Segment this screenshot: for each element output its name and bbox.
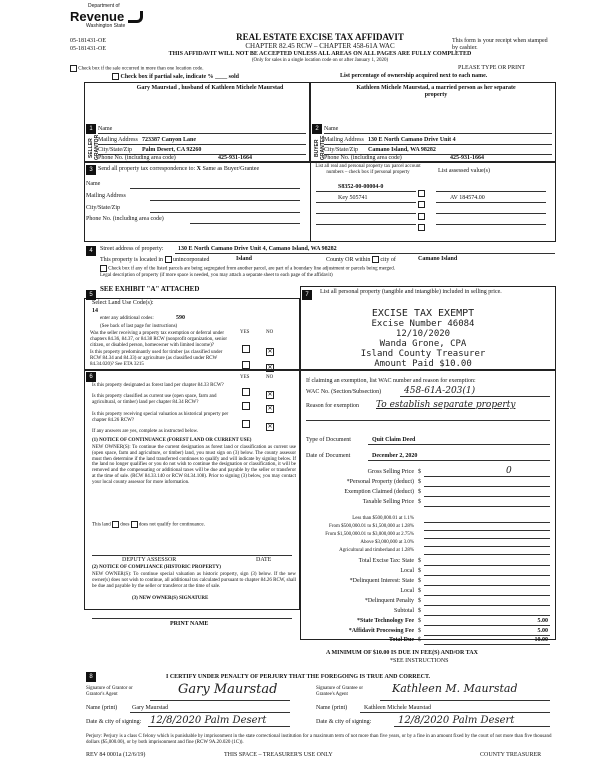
excise-stamp: EXCISE TAX EXEMPT Excise Number 46084 12/10/2020 Wanda Grone, CPA Island County Treasurer Amount Paid $10.00 xyxy=(360,308,486,369)
grantor-name-label: Name (print) xyxy=(86,705,118,711)
grantor-date: 12/8/2020 Palm Desert xyxy=(150,715,267,726)
form-chapter: CHAPTER 82.45 RCW – CHAPTER 458-61A WAC xyxy=(245,42,395,50)
subtotal-label: Subtotal xyxy=(393,608,414,614)
agency-top: Department of xyxy=(88,3,120,9)
seller-name: Gary Maurstad , husband of Kathleen Michele Maurstad xyxy=(136,85,284,91)
assessed-header: List assessed value(s) xyxy=(438,168,490,174)
land-qualify: This land does does not qualify for continuance. xyxy=(92,522,205,528)
buyer-name-label: Name xyxy=(324,126,339,132)
city-name: Camano Island xyxy=(418,256,458,262)
currency-10: $ xyxy=(418,608,421,614)
see-instructions: *SEE INSTRUCTIONS xyxy=(390,658,449,664)
buyer-name: Kathleen Michele Maurstad, a married person as her separate property xyxy=(356,85,516,98)
grantor-name: Gary Maurstad xyxy=(132,705,169,711)
reason-value: To establish separate property xyxy=(376,400,516,410)
code-1: 05-181431-OE xyxy=(70,38,106,44)
form-warning: THIS AFFIDAVIT WILL NOT BE ACCEPTED UNLESS ALL AREAS ON ALL PAGES ARE FULLY COMPLETED xyxy=(168,51,472,57)
total-due: 10.00 xyxy=(534,637,548,643)
currency-6: $ xyxy=(418,568,421,574)
grantor-sig-label: Signature of Grantor or Grantor's Agent xyxy=(86,686,133,697)
correspondence-label: Send all property tax correspondence to: X Same as Buyer/Grantee xyxy=(98,166,260,172)
personal-label: *Personal Property (deduct) xyxy=(346,479,414,485)
agency-state: Washington State xyxy=(86,23,126,29)
buyer-city-label: City/State/Zip xyxy=(324,147,358,153)
section-4-number: 4 xyxy=(86,246,96,256)
street-address: 130 E North Camano Drive Unit 4, Camano Island, WA 98282 xyxy=(178,246,337,252)
reason-label: Reason for exemption xyxy=(306,403,359,409)
form-title: REAL ESTATE EXCISE TAX AFFIDAVIT xyxy=(236,32,404,42)
doc-type-label: Type of Document xyxy=(306,437,351,443)
currency-7: $ xyxy=(418,578,421,584)
s5-q2-no[interactable]: ✕ xyxy=(267,365,273,371)
seller-mailing-label: Mailing Address xyxy=(98,137,138,143)
print-name-label: PRINT NAME xyxy=(170,621,209,627)
grantor-signature: Gary Maurstad xyxy=(178,682,278,697)
street-label: Street address of property: xyxy=(100,246,164,252)
deputy-label: DEPUTY ASSESSOR xyxy=(122,557,177,563)
minimum-note: A MINIMUM OF $10.00 IS DUE IN FEE(S) AND/OR TAX xyxy=(326,650,478,656)
segregated-check[interactable]: Check box if any of the listed parcels are being segregated from another parcel, are part of a boundary line adjustment or parcels being merged. xyxy=(100,265,395,272)
delinq-state-label: *Delinquent Interest: State xyxy=(349,578,414,584)
grantee-name-label: Name (print) xyxy=(316,705,348,711)
seller-city-label: City/State/Zip xyxy=(98,147,132,153)
s6-q3-yes[interactable] xyxy=(242,415,250,433)
historic-title: (2) NOTICE OF COMPLIANCE (HISTORIC PROPERTY) xyxy=(92,565,221,570)
located-label: This property is located in unincorporated xyxy=(100,256,210,263)
buyer-side-label: BUYER GRANTEE xyxy=(314,135,326,160)
currency-1: $ xyxy=(418,469,421,475)
new-owner-sig: (3) NEW OWNER(S) SIGNATURE xyxy=(132,596,209,601)
currency-9: $ xyxy=(418,598,421,604)
tech-fee-label: *State Technology Fee xyxy=(357,618,414,624)
grantee-date: 12/8/2020 Palm Desert xyxy=(398,715,515,726)
section-2-number: 2 xyxy=(312,124,322,134)
buyer-mailing: 130 E North Camano Drive Unit 4 xyxy=(368,137,456,143)
buyer-phone: 425-931-1664 xyxy=(450,155,484,161)
parcel-2: Key 505741 xyxy=(338,195,368,201)
sec3-mailing-label: Mailing Address xyxy=(86,193,126,199)
s6-q3-no[interactable]: ✕ xyxy=(267,424,273,430)
total-due-label: Total Due xyxy=(389,637,414,643)
sec3-phone-label: Phone No. (including area code) xyxy=(86,216,164,222)
treasurer-space: THIS SPACE – TREASURER'S USE ONLY xyxy=(224,752,333,758)
local-label: Local xyxy=(400,568,414,574)
sec3-city-label: City/State/Zip xyxy=(86,205,120,211)
exemption-label: Exemption Claimed (deduct) xyxy=(344,489,414,495)
s6-no: NO xyxy=(266,375,274,380)
partial-sale-check[interactable]: Check box if partial sale, indicate % ____ sold xyxy=(112,73,239,81)
buyer-phone-label: Phone No. (including area code) xyxy=(324,155,402,161)
exemption-claim: If claiming an exemption, list WAC number and reason for exemption: xyxy=(306,378,476,384)
agency-logo: Revenue xyxy=(70,9,125,24)
proc-fee: 5.00 xyxy=(537,628,548,634)
bracket-5: Agricultural and timberland at 1.28% xyxy=(339,548,414,553)
buyer-city: Camano Island, WA 98282 xyxy=(368,147,436,153)
bracket-4: Above $3,000,000 at 3.0% xyxy=(360,540,414,545)
currency-12: $ xyxy=(418,628,421,634)
land-use-label: Select Land Use Code(s): xyxy=(92,300,154,306)
section-6-number: 6 xyxy=(86,372,96,382)
wac-value: 458-61A-203(1) xyxy=(404,386,476,396)
assessed-value: AV 184574.00 xyxy=(450,195,485,201)
section-5-number: 5 xyxy=(86,290,96,300)
doc-date: December 2, 2020 xyxy=(372,453,418,459)
currency-3: $ xyxy=(418,489,421,495)
seller-phone: 425-931-1664 xyxy=(218,155,252,161)
s5-q2: Is this property predominantly used for timber (as classified under RCW 84.34 and 84.33) or agriculture (as classified under RCW 84.34.020)? See ETA 3215 xyxy=(90,350,223,367)
doc-type: Quit Claim Deed xyxy=(372,437,416,443)
section-1-number: 1 xyxy=(86,124,96,134)
s6-q1-no[interactable]: ✕ xyxy=(267,392,273,398)
exhibit-note: SEE EXHIBIT "A" ATTACHED xyxy=(100,285,200,293)
taxable-label: Taxable Selling Price xyxy=(362,499,414,505)
s6-q3: Is this property receiving special valuation as historical property per chapter 84.26 RCW? xyxy=(92,412,229,423)
agency-swoosh-icon xyxy=(128,11,143,23)
certify-statement: I CERTIFY UNDER PENALTY OF PERJURY THAT THE FOREGOING IS TRUE AND CORRECT. xyxy=(166,674,431,680)
seller-side-label: SELLER GRANTOR xyxy=(88,134,100,160)
parcel-4-check[interactable] xyxy=(418,218,425,236)
s6-q2-no[interactable]: ✕ xyxy=(267,406,273,412)
delinq-local-label: Local xyxy=(400,588,414,594)
additional-label: enter any additional codes: xyxy=(100,316,154,321)
delinq-penalty-label: *Delinquent Penalty xyxy=(364,598,414,604)
multi-location-check[interactable]: Check box if the sale occurred in more than one location code. xyxy=(70,65,203,72)
seller-name-label: Name xyxy=(98,126,113,132)
section-8-number: 8 xyxy=(86,672,96,682)
continuance-title: (1) NOTICE OF CONTINUANCE (FOREST LAND OR CURRENT USE) xyxy=(92,438,252,443)
s5-q1-no[interactable]: ✕ xyxy=(267,349,273,355)
bracket-1: Less than $500,000.01 at 1.1% xyxy=(352,516,414,521)
continuance-body: NEW OWNER(S): To continue the current designation as forest land or classification as current use (open space, farm and agriculture, or timber) land, you must sign on (3) below. The county assessor must then determine if the land transferred continues to qualify and will indicate by signing below. If the land no longer qualifies or you do not wish to continue the designation or classification, it will be removed and the compensating or additional taxes will be due and payable by the seller or transferor at the time of sale. (RCW 84.33.140 or RCW 84.34.108). Prior to signing (3) below, you may contact your local county assessor for more information. xyxy=(92,445,296,485)
tech-fee: 5.00 xyxy=(537,618,548,624)
s5-yes: YES xyxy=(240,330,250,335)
currency-13: $ xyxy=(418,637,421,643)
seller-mailing: 723387 Canyon Lane xyxy=(142,137,197,143)
currency-4: $ xyxy=(418,499,421,505)
currency-11: $ xyxy=(418,618,421,624)
bracket-3: From $1,500,000.01 to $3,000,000 at 2.75% xyxy=(325,532,414,537)
grantor-date-label: Date & city of signing: xyxy=(86,719,142,725)
code-2: 05-181431-OE xyxy=(70,46,106,52)
back-note: (See back of last page for instructions) xyxy=(100,324,178,329)
additional-code: 590 xyxy=(176,315,185,321)
s6-yes: YES xyxy=(240,375,250,380)
pct-note: List percentage of ownership acquired next to each name. xyxy=(340,73,488,79)
currency-5: $ xyxy=(418,558,421,564)
gross-label: Gross Selling Price xyxy=(367,469,414,475)
section-7-number: 7 xyxy=(302,290,312,300)
s5-q1: Was the seller receiving a property tax exemption or deferral under chapters 84.36, 84.37, or 84.38 RCW (nonprofit organization, senior citizen, or disabled person, homeowner with limited income)? xyxy=(90,331,228,348)
rev-code: REV 84 0001a (12/6/19) xyxy=(86,752,146,758)
personal-property-label: List all personal property (tangible and intangible) included in selling price. xyxy=(320,289,502,295)
parcel-1: S8352-00-00004-0 xyxy=(338,184,384,190)
sec3-name-label: Name xyxy=(86,181,101,187)
buyer-mailing-label: Mailing Address xyxy=(324,137,364,143)
seller-city: Palm Desert, CA 92260 xyxy=(142,147,202,153)
wac-label: WAC No. (Section/Subsection) xyxy=(306,389,382,395)
grantee-sig-label: Signature of Grantee or Grantee's Agent xyxy=(316,686,364,697)
s6-q1: Is this property designated as forest land per chapter 84.33 RCW? xyxy=(92,383,224,388)
section-3-number: 3 xyxy=(86,165,96,175)
county-name: Island xyxy=(236,256,253,262)
total-excise-label: Total Excise Tax: State xyxy=(358,558,414,564)
currency-8: $ xyxy=(418,588,421,594)
if-yes-note: If any answers are yes, complete as instructed below. xyxy=(92,429,199,434)
use-note: (Only for sales in a single location code on or after January 1, 2020) xyxy=(251,58,389,63)
deputy-date: DATE xyxy=(256,557,272,563)
type-note: PLEASE TYPE OR PRINT xyxy=(458,65,526,71)
land-use-code: 14 xyxy=(92,308,98,314)
grantee-signature: Kathleen M. Maurstad xyxy=(392,682,518,695)
proc-fee-label: *Affidavit Processing Fee xyxy=(348,628,414,634)
doc-date-label: Date of Document xyxy=(306,453,351,459)
county-treasurer: COUNTY TREASURER xyxy=(480,752,542,758)
s5-no: NO xyxy=(266,330,274,335)
seller-phone-label: Phone No. (including area code) xyxy=(98,155,176,161)
perjury-note: Perjury: Perjury is a class C felony which is punishable by imprisonment in the state correctional institution for a maximum term of not more than five years, or by a fine in an amount fixed by the court of not more than five thousand dollars ($5,000.00), or by both imprisonment and fine (RCW 9A.20.020 (1C)). xyxy=(86,734,552,745)
legal-label: Legal description of property (if more space is needed, you may attach a separate sheet to each page of the affidavit) xyxy=(100,273,333,278)
county-or: County OR within city of xyxy=(326,256,396,263)
grantee-name: Kathleen Michele Maurstad xyxy=(364,705,431,711)
s6-q2-yes[interactable] xyxy=(242,397,250,415)
bracket-2: From $500,000.01 to $1,500,000 at 1.28% xyxy=(329,524,414,529)
parcel-header: List all real and personal property tax parcel account numbers – check box if personal property xyxy=(315,164,421,175)
historic-body: NEW OWNER(S): To continue special valuation as historic property, sign (3) below. If the new owner(s) does not wish to continue, all additional tax calculated pursuant to chapter 84.26 RCW, shall be due and payable by the seller or transferor at the time of sale. xyxy=(92,572,296,589)
s6-q2: Is this property classified as current use (open space, farm and agricultural, or timber) land per chapter 84.34 RCW? xyxy=(92,394,217,405)
currency-2: $ xyxy=(418,479,421,485)
receipt-note: This form is your receipt when stamped by cashier. xyxy=(452,38,548,51)
gross-value: 0 xyxy=(506,466,512,476)
grantee-date-label: Date & city of signing: xyxy=(316,719,372,725)
